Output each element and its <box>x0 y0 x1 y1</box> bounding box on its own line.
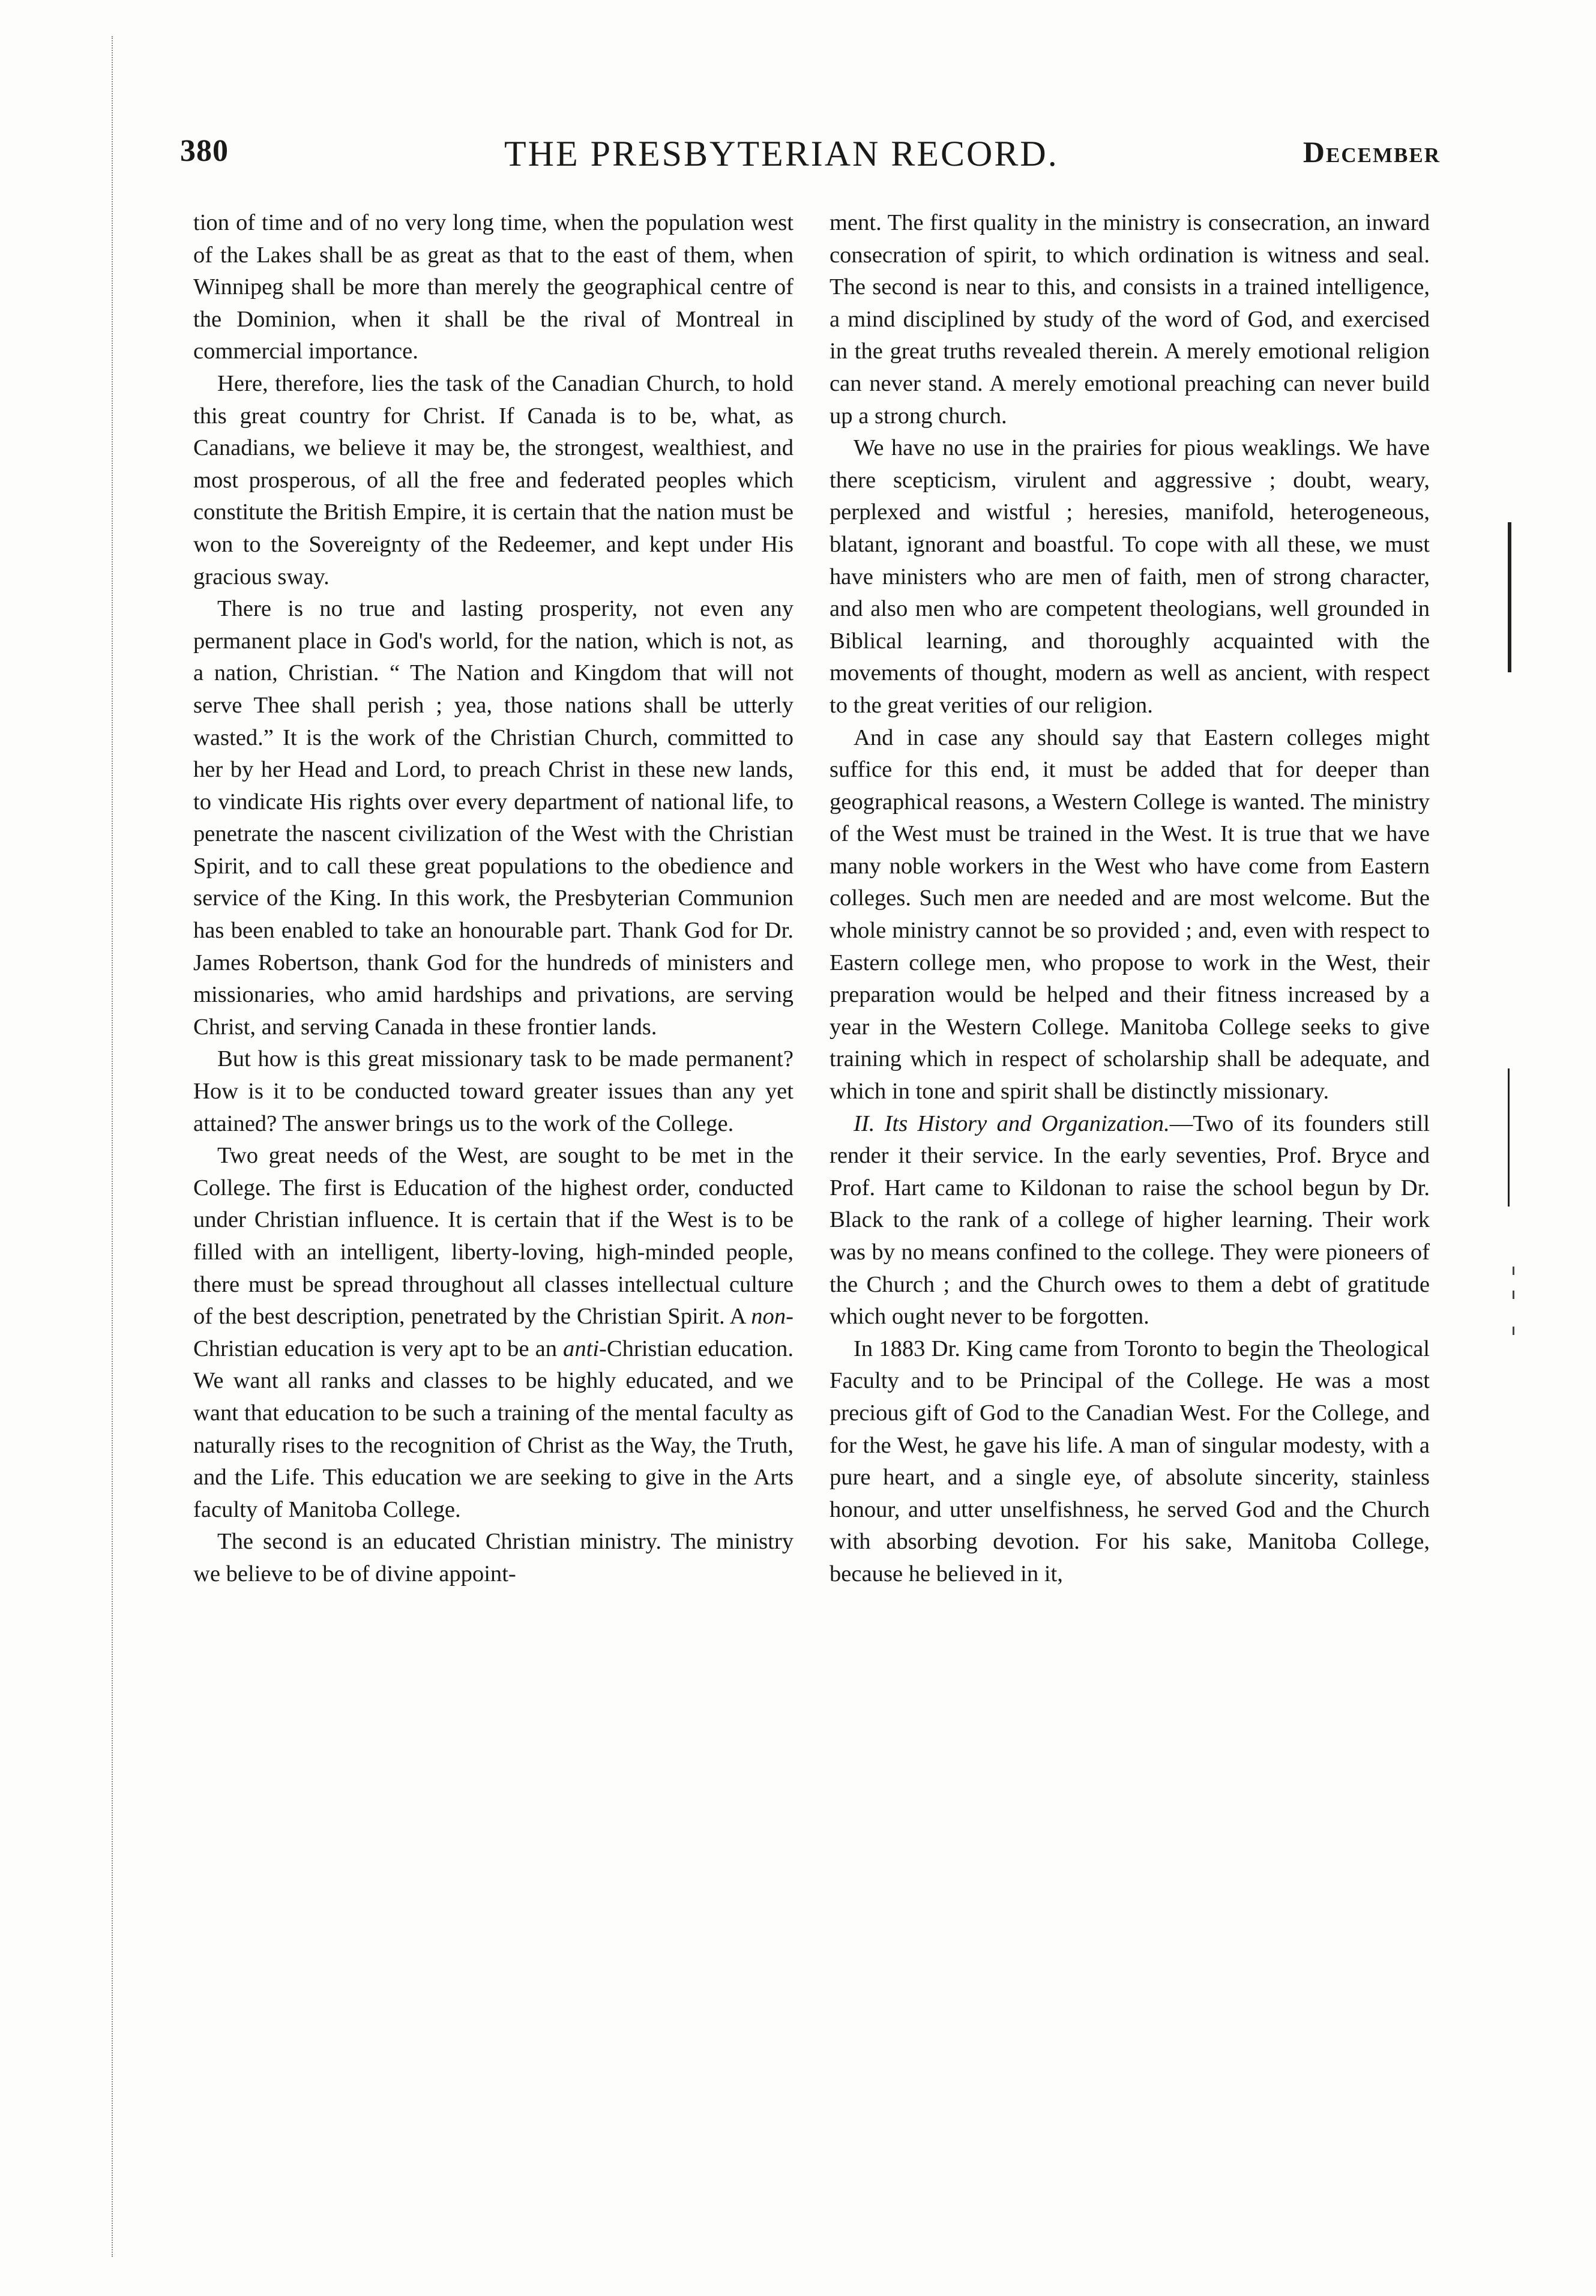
section-heading: II. Its History and Organization. <box>854 1110 1170 1136</box>
paragraph: We have no use in the prairies for pious weaklings. We have there scepticism, virulent and aggressive ; doubt, weary, perplexed and wistful ; heresies, manifold, heterogeneous, blatant, ignorant and boastful. To cope with all these, we must have ministers who are men of faith, men of strong character, and also men who are competent theologians, well grounded in Biblical learning, and thoroughly acquainted with the movements of thought, modern as well as ancient, with respect to the great verities of our religion. <box>830 435 1430 718</box>
margin-tick <box>1513 1327 1514 1335</box>
paragraph: But how is this great missionary task to be made permanent? How is it to be conducted toward greater issues than any yet attained? The answer brings us to the work of the College. <box>193 1046 793 1136</box>
paragraph-text: —Two of its founders still render it their service. In the early seventies, Prof. Bryce and Prof. Hart came to Kildonan to raise the school begun by Dr. Black to the rank of a college of higher learning. Their work was by no means confined to the college. They were pioneers of the Church ; and the Church owes to them a debt of gratitude which ought never to be forgotten. <box>830 1110 1430 1330</box>
margin-tick <box>1513 1291 1514 1299</box>
paragraph: tion of time and of no very long time, when the population west of the Lakes shall be as great as that to the east of them, when Winnipeg shall be more than merely the geographical centre of the Dominion, when it shall be the rival of Montreal in commercial importance. <box>193 210 793 364</box>
paragraph: There is no true and lasting prosperity, not even any permanent place in God's world, for the nation, which is not, as a nation, Christian. “ The Nation and Kingdom that will not serve Thee shall perish ; yea, those nations shall be utterly wasted.” It is the work of the Christian Church, committed to her by her Head and Lord, to preach Christ in these new lands, to vindicate His rights over every department of national life, to penetrate the nascent civilization of the West with the Christian Spirit, and to call these great populations to the obedience and service of the King. In this work, the Presbyterian Communion has been enabled to take an honourable part. Thank God for Dr. James Robertson, thank God for the hundreds of ministers and missionaries, who amid hardships and privations, are serving Christ, and serving Canada in these frontier lands. <box>193 596 793 1040</box>
paragraph: Here, therefore, lies the task of the Canadian Church, to hold this great country for Christ. If Canada is to be, what, as Canadians, we believe it may be, the strongest, wealthiest, and most prosperous, of all the free and federated peoples which constitute the British Empire, it is certain that the nation must be won to the Sovereignty of the Redeemer, and kept under His gracious sway. <box>193 370 793 589</box>
publication-title: THE PRESBYTERIAN RECORD. <box>504 134 1059 173</box>
paragraph: ment. The first quality in the ministry is consecration, an inward consecration of spirit, to which ordination is witness and seal. The second is near to this, and consists in a trained intelligence, a mind disciplined by study of the word of God, and exercised in the great truths revealed therein. A merely emotional religion can never stand. A merely emotional preaching can never build up a strong church. <box>830 210 1430 429</box>
paragraph-text: -Christian education. We want all ranks and classes to be highly educated, and we want that education to be such a training of the mental faculty as naturally rises to the recognition of Christ as the Way, the Truth, and the Life. This education we are seeking to give in the Arts faculty of Manitoba College. <box>193 1336 793 1522</box>
margin-tick <box>1513 1267 1514 1275</box>
paragraph <box>193 1140 793 1526</box>
paragraph-text: Two great needs of the West, are sought to be met in the College. The first is Education of the highest order, conducted under Christian influence. It is certain that if the West is to be filled with an intelligent, liberty-loving, high-minded people, there must be spread throughout all classes intellectual culture of the best description, penetrated by the Christian Spirit. A <box>193 1143 793 1330</box>
margin-rule <box>1508 522 1511 672</box>
running-header <box>180 133 1441 187</box>
paragraph: The second is an educated Christian ministry. The ministry we believe to be of divine appoint- <box>193 1529 793 1586</box>
page-number: 380 <box>180 134 229 168</box>
right-column <box>830 207 1430 1591</box>
paragraph: In 1883 Dr. King came from Toronto to begin the Theological Faculty and to be Principal of the College. He was a most precious gift of God to the Canadian West. For the College, and for the West, he gave his life. A man of singular modesty, with a pure heart, and a single eye, of absolute sincerity, stainless honour, and utter unselfishness, he served God and the Church with absorbing devotion. For his sake, Manitoba College, because he believed in it, <box>830 1336 1430 1586</box>
issue-month: December <box>1302 135 1441 169</box>
paragraph: And in case any should say that Eastern colleges might suffice for this end, it must be added that for deeper than geographical reasons, a Western College is wanted. The ministry of the West must be trained in the West. It is true that we have many noble workers in the West who have come from Eastern colleges. Such men are needed and are most welcome. But the whole ministry cannot be so provided ; and, even with respect to Eastern college men, who propose to work in the West, their preparation would be helped and their fitness increased by a year in the Western College. Manitoba College seeks to give training which in respect of scholarship shall be adequate, and which in tone and spirit shall be distinctly missionary. <box>830 725 1430 1104</box>
emphasis: non <box>751 1304 786 1330</box>
emphasis: anti <box>563 1336 600 1361</box>
paragraph-text: -Christian education is very apt to be an <box>193 1304 793 1361</box>
margin-rule <box>1508 1068 1510 1207</box>
paragraph <box>830 1108 1430 1333</box>
left-column <box>193 207 793 1591</box>
page-edge-mark <box>112 36 114 2257</box>
